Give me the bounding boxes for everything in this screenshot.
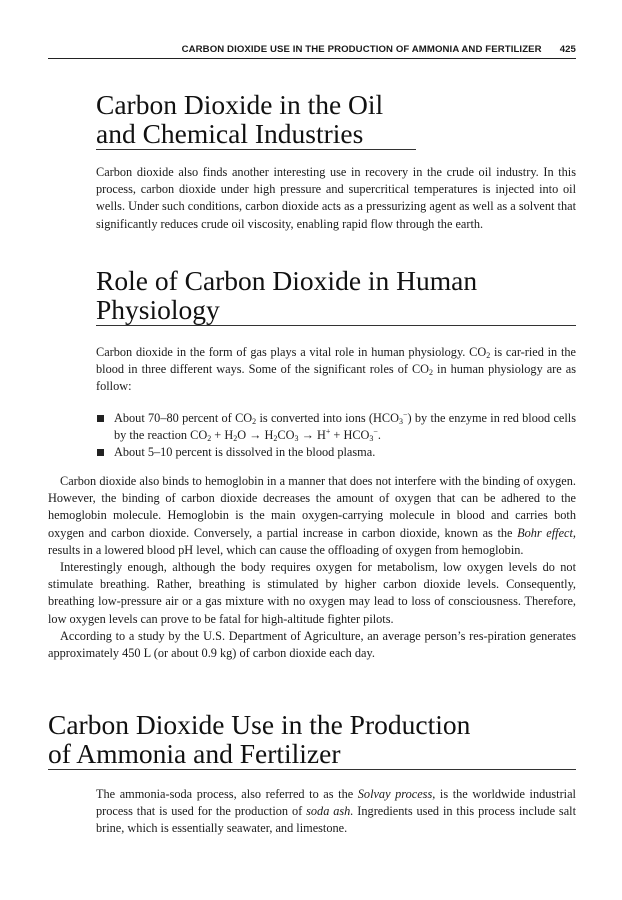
header-rule — [48, 58, 576, 59]
page-number: 425 — [559, 44, 576, 55]
list-item: About 70–80 percent of $CO_2$ is converted into ions $(HCO_3^-)$ by the enzyme in red blood cells by the reaction $CO_2 + H_2O \to H_2CO_3 \to H^+ + HCO_3^-$. — [96, 410, 576, 444]
paragraph-physiology-intro: Carbon dioxide in the form of gas plays a vital role in human physiology. $CO_2$ is car-ried in the blood in three different ways. Some of the significant roles of $CO_2$ in human physiology are as follow: — [96, 345, 576, 394]
section-heading-oil-chemical — [96, 90, 416, 150]
paragraph-solvay-process: The ammonia-soda process, also referred to as the Solvay process, is the worldwide industrial process that is used for the production of soda ash. Ingredients used in this process include salt brine, which is essentially seawater, and limestone. — [96, 787, 577, 836]
section-heading-human-physiology — [96, 266, 576, 326]
bullet-square-icon — [97, 449, 104, 456]
heading-line: of Ammonia and Fertilizer — [48, 738, 341, 769]
paragraph-oil-recovery: Carbon dioxide also finds another interesting use in recovery in the crude oil industry. In this process, carbon dioxide under high pressure and supercritical temperatures is injected into oil wells. Under such conditions, carbon dioxide acts as a pressurizing agent as well as a solvent that significantly reduces crude oil viscosity, enabling rapid flow through the earth. — [96, 165, 576, 231]
running-head-title: CARBON DIOXIDE USE IN THE PRODUCTION OF AMMONIA AND FERTILIZER — [181, 44, 542, 55]
heading-line: Carbon Dioxide in the Oil — [96, 89, 384, 120]
paragraph-usda-study: According to a study by the U.S. Department of Agriculture, an average person’s res-piration generates approximately 450 L (or about 0.9 kg) of carbon dioxide each day. — [48, 628, 576, 661]
heading-line: Physiology — [96, 294, 220, 325]
paragraph-hemoglobin: Carbon dioxide also binds to hemoglobin in a manner that does not interfere with the binding of oxygen. However, the binding of carbon dioxide decreases the amount of oxygen that can be adhered to the hemoglobin molecule. Hemoglobin is the main oxygen-carrying molecule in blood and carries both oxygen and carbon dioxide. Conversely, a partial increase in carbon dioxide, known as the Bohr effect, results in a lowered blood pH level, which can cause the offloading of oxygen from hemoglobin. — [48, 474, 576, 557]
bullet-square-icon — [97, 415, 104, 422]
heading-line: Carbon Dioxide Use in the Production — [48, 709, 471, 740]
list-item: About 5–10 percent is dissolved in the blood plasma. — [96, 444, 576, 461]
heading-line: Role of Carbon Dioxide in Human — [96, 265, 478, 296]
section-heading-ammonia-fertilizer — [48, 710, 576, 770]
body-text-block — [48, 473, 576, 662]
bullet-list — [96, 410, 576, 462]
running-head — [48, 44, 576, 55]
paragraph-oxygen-levels: Interestingly enough, although the body requires oxygen for metabolism, low oxygen levels do not stimulate breathing. Rather, breathing is stimulated by higher carbon dioxide levels. Consequently, breathing low-pressure air or a gas mixture with no oxygen may lead to loss of consciousness. Therefore, low oxygen levels can prove to be fatal for high-altitude fighter pilots. — [48, 560, 576, 626]
heading-line: and Chemical Industries — [96, 118, 364, 149]
